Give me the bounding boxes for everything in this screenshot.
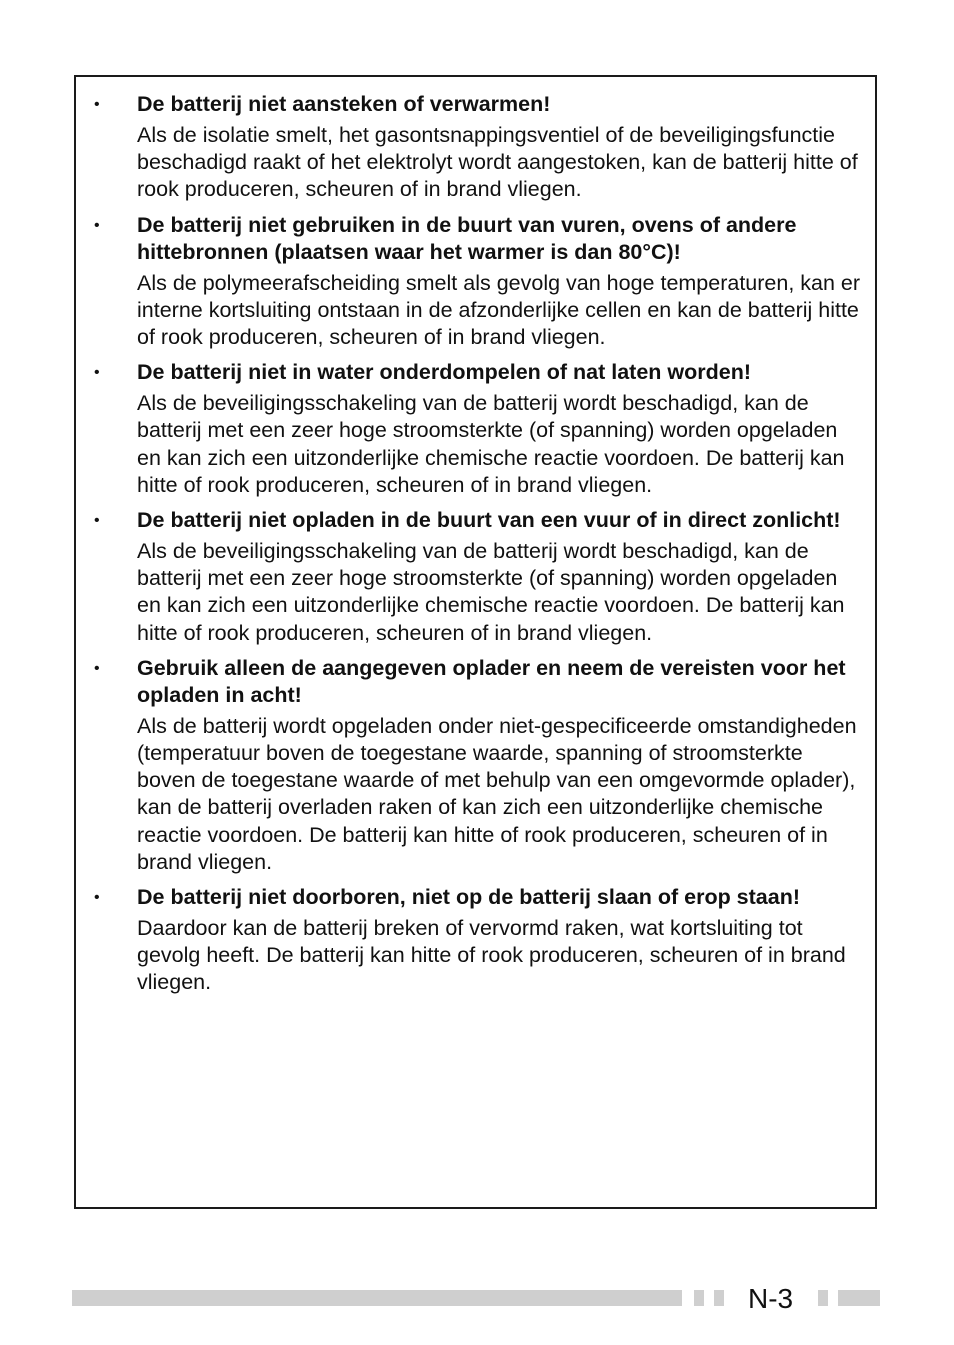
warning-heading: De batterij niet aansteken of verwarmen! [137,92,551,116]
page-number: N-3 [748,1283,794,1314]
warning-list [76,91,875,1005]
bullet: • [94,96,100,113]
warning-body: Als de beveiligingsschakeling van de batterij wordt beschadigd, kan de batterij met een zeer hoge stroomsterkte (of spanning) worden opgeladen en kan zich een uitzonderlijke chemische reactie voordoen. De batterij kan hitte of rook produceren, scheuren of in brand vliegen. [137,391,845,497]
warning-heading: De batterij niet in water onderdompelen of nat laten worden! [137,360,752,385]
warning-body: Als de beveiligingsschakeling van de batterij wordt beschadigd, kan de batterij met een zeer hoge stroomsterkte (of spanning) worden opgeladen en kan zich een uitzonderlijke chemische reactie voordoen. De batterij kan hitte of rook produceren, scheuren of in brand vliegen. [137,539,845,645]
warning-body: Als de isolatie smelt, het gasontsnappingsventiel of de beveiligingsfunctie beschadigd raakt of het elektrolyt wordt aangestoken, kan de batterij hitte of rook produceren, scheuren of in brand vliegen. [137,123,858,202]
bullet: • [94,512,100,530]
page-footer [0,1280,954,1320]
footer-bar-right [838,1290,880,1306]
bullet: • [94,364,100,382]
warning-item-4 [76,507,875,647]
warning-body: Daardoor kan de batterij breken of vervormd raken, wat kortsluiting tot gevolg heeft. De batterij kan hitte of rook produceren, scheuren of in brand vliegen. [137,916,846,995]
warning-heading: De batterij niet gebruiken in de buurt van vuren, ovens of andere hittebronnen (plaatsen waar het warmer is dan 80°C)! [137,212,797,264]
warning-item-6 [76,884,875,997]
bullet: • [94,889,100,907]
footer-square [714,1290,724,1306]
bullet: • [94,659,100,677]
footer-square [694,1290,704,1306]
warning-item-1 [76,91,875,204]
warning-item-5 [76,655,875,876]
warning-item-3 [76,359,875,499]
warning-body: Als de polymeerafscheiding smelt als gevolg van hoge temperaturen, kan er interne kortsluiting ontstaan in de afzonderlijke cellen en kan de batterij hitte of rook produceren, scheuren of in brand vliegen. [137,270,861,350]
warning-box [74,75,877,1209]
warning-heading: De batterij niet opladen in de buurt van een vuur of in direct zonlicht! [137,508,841,533]
bullet: • [94,216,100,234]
footer-bar-left [72,1290,682,1306]
warning-item-2 [76,212,875,352]
footer-square [818,1290,828,1306]
warning-heading: De batterij niet doorboren, niet op de batterij slaan of erop staan! [137,885,801,910]
warning-heading: Gebruik alleen de aangegeven oplader en neem de vereisten voor het opladen in acht! [137,655,846,707]
warning-body: Als de batterij wordt opgeladen onder niet-gespecificeerde omstandigheden (temperatuur boven de toegestane waarde, spanning of stroomsterkte boven de toegestane waarde of met behulp van een omgevormde oplader), kan de batterij overladen raken of kan zich een uitzonderlijke chemische reactie voordoen. De batterij kan hitte of rook produceren, scheuren of in brand vliegen. [137,713,857,874]
